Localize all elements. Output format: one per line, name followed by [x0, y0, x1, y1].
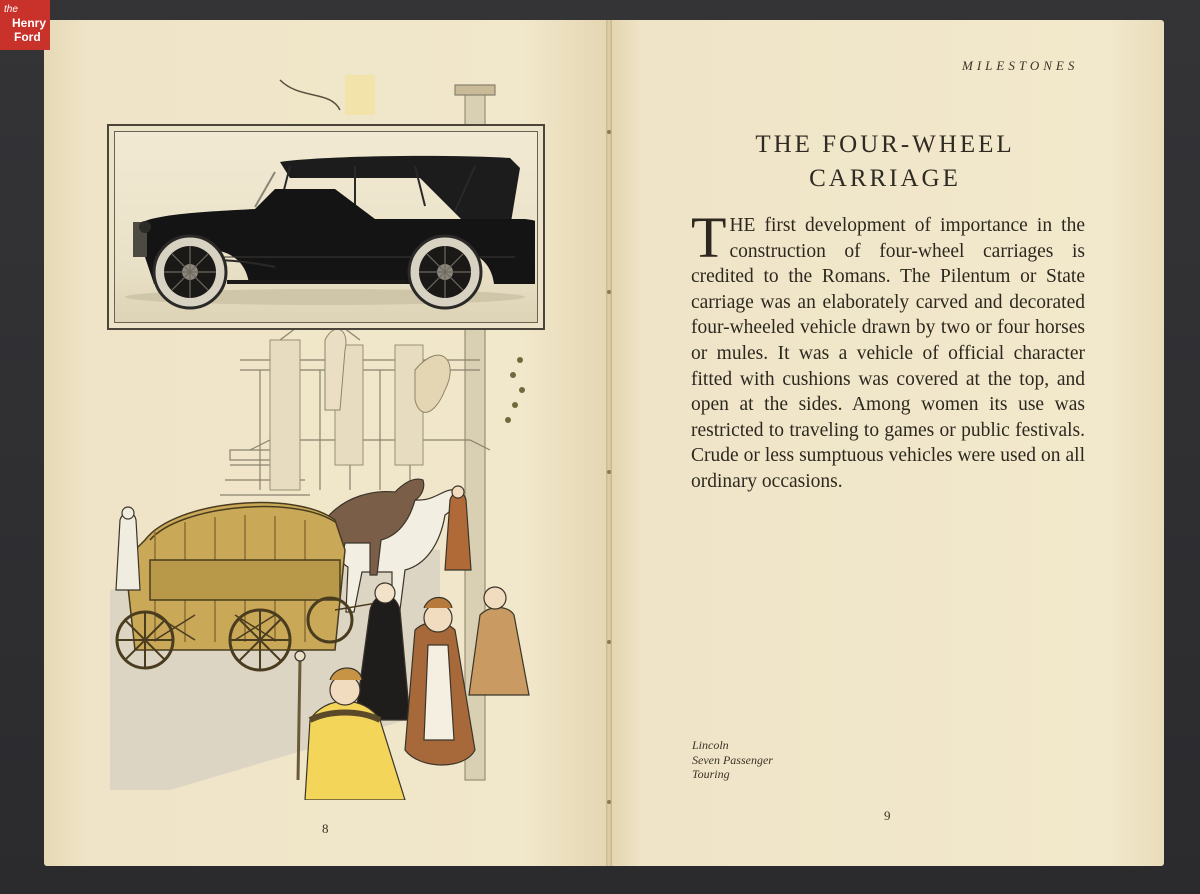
binding-stitch	[607, 800, 611, 804]
left-page-number: 8	[322, 821, 329, 836]
body-text: HE first development of importance in the construction of four-wheel carriages is credited to the Romans. The Pilentum or State carriage was an elaborately carved and decorated four-wheeled vehicle drawn by two or four horses or mules. It was a vehicle of official character fitted with cushions was covered at the top, and open at the sides. Among women its use was restricted to traveling to games or public festivals. Crude or less sumptuous vehicles were used on all ordinary occasions.	[691, 215, 1085, 492]
chapter-title	[700, 128, 1070, 196]
binding-stitch	[607, 290, 611, 294]
binding-stitch	[607, 130, 611, 134]
body-paragraph	[691, 205, 1085, 495]
car-illustration-panel	[114, 131, 538, 323]
caption-line-3: Touring	[692, 767, 730, 781]
logo-text-ford: Ford	[14, 30, 41, 44]
binding-stitch	[607, 470, 611, 474]
drop-cap: T	[691, 205, 727, 270]
book-spine	[606, 20, 612, 866]
figure-caption	[692, 738, 773, 782]
chapter-title-line-2: CARRIAGE	[809, 165, 961, 192]
running-head: MILESTONES	[962, 58, 1079, 73]
binding-stitch	[607, 640, 611, 644]
right-page-number: 9	[884, 808, 891, 823]
henry-ford-logo	[0, 0, 50, 50]
logo-text-the: the	[4, 4, 18, 15]
car-illustration-frame	[107, 124, 545, 330]
lincoln-touring-car-image	[115, 132, 535, 320]
caption-line-1: Lincoln	[692, 738, 729, 752]
caption-line-2: Seven Passenger	[692, 752, 773, 767]
chapter-title-line-1: THE FOUR-WHEEL	[755, 131, 1015, 158]
logo-text-henry: Henry	[12, 16, 47, 30]
